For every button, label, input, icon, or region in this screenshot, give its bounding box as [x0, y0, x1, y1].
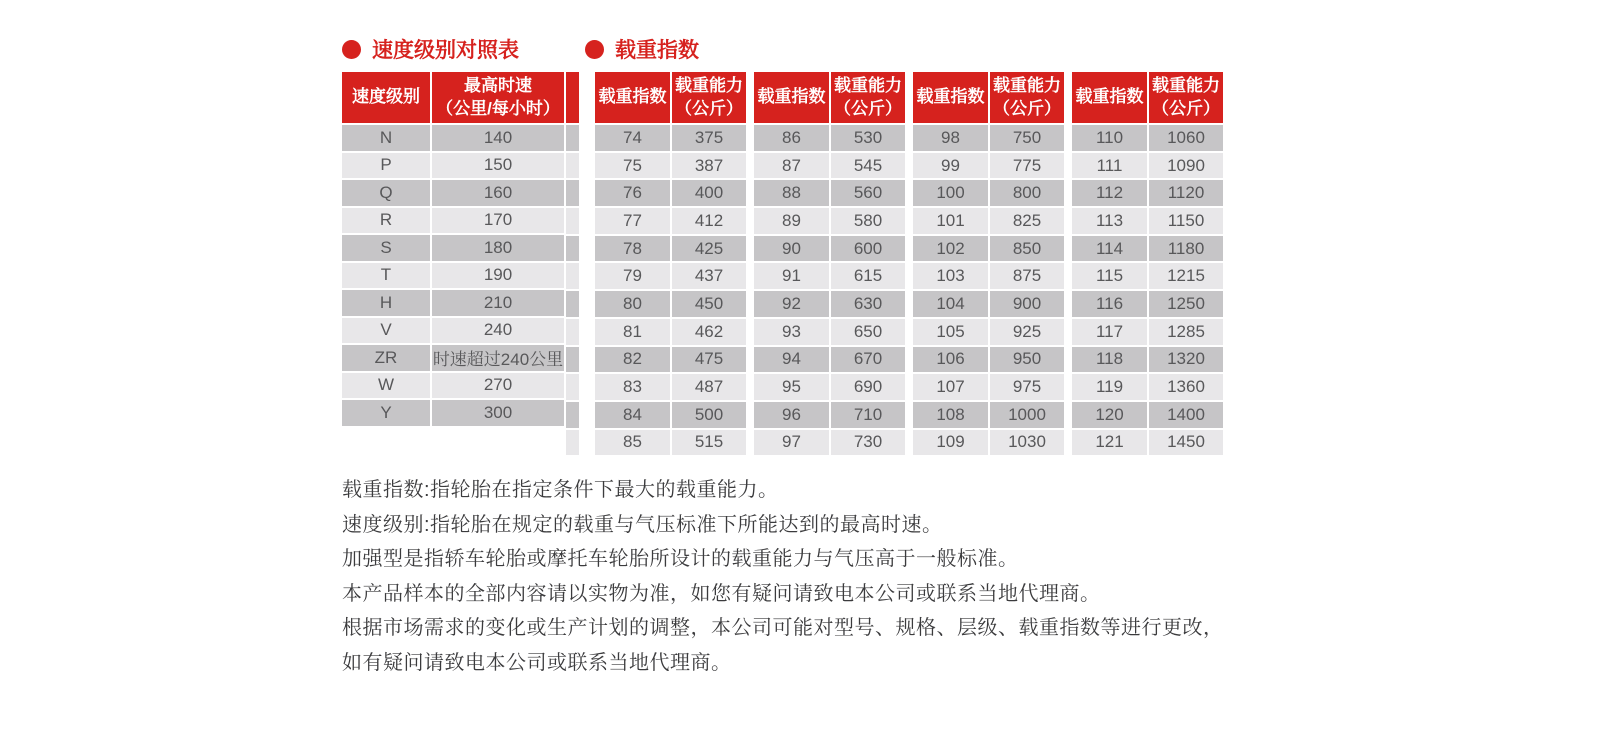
speed-rating-cell: R	[342, 208, 430, 234]
load-index-cell: 98	[913, 125, 988, 151]
load-index-cell: 101	[913, 208, 988, 234]
load-index-section	[566, 38, 1223, 455]
speed-table-title-text: 速度级别对照表	[372, 39, 519, 62]
load-index-cell: 105	[913, 319, 988, 345]
load-index-group	[754, 72, 905, 455]
load-capacity-cell: 487	[672, 374, 746, 400]
speed-rating-section	[342, 38, 566, 426]
strip-row-cell	[566, 402, 579, 428]
strip-row-cell	[566, 180, 579, 206]
load-capacity-cell: 825	[990, 208, 1064, 234]
load-capacity-cell: 650	[831, 319, 905, 345]
load-index-cell: 107	[913, 374, 988, 400]
load-index-cell: 77	[595, 208, 670, 234]
load-capacity-header	[831, 72, 905, 123]
load-index-cell: 96	[754, 402, 829, 428]
speed-rating-header: 速度级别	[342, 72, 430, 123]
load-capacity-cell: 400	[672, 180, 746, 206]
load-index-cell: 92	[754, 291, 829, 317]
load-index-cell: 87	[754, 153, 829, 179]
load-capacity-cell: 690	[831, 374, 905, 400]
load-capacity-cell: 560	[831, 180, 905, 206]
load-index-cell: 91	[754, 263, 829, 289]
load-index-cell: 120	[1072, 402, 1147, 428]
max-speed-cell: 140	[432, 125, 564, 151]
red-bullet-icon	[342, 40, 361, 59]
load-index-group	[595, 72, 746, 455]
load-index-cell: 116	[1072, 291, 1147, 317]
speed-rating-cell: N	[342, 125, 430, 151]
load-capacity-cell: 1320	[1149, 347, 1223, 373]
load-capacity-cell: 1090	[1149, 153, 1223, 179]
load-capacity-cell: 1360	[1149, 374, 1223, 400]
load-index-header: 载重指数	[913, 72, 988, 123]
load-table-title	[566, 38, 1223, 60]
load-index-cell: 75	[595, 153, 670, 179]
load-capacity-cell: 1150	[1149, 208, 1223, 234]
load-index-header: 载重指数	[754, 72, 829, 123]
load-index-cell: 108	[913, 402, 988, 428]
load-capacity-cell: 475	[672, 347, 746, 373]
load-capacity-cell: 450	[672, 291, 746, 317]
load-index-cell: 102	[913, 236, 988, 262]
load-index-header: 载重指数	[595, 72, 670, 123]
load-capacity-cell: 900	[990, 291, 1064, 317]
footnote-line: 加强型是指轿车轮胎或摩托车轮胎所设计的载重能力与气压高于一般标准。	[342, 548, 1019, 570]
load-capacity-cell: 1180	[1149, 236, 1223, 262]
max-speed-cell: 240	[432, 318, 564, 344]
strip-row-cell	[566, 263, 579, 289]
load-capacity-cell: 1120	[1149, 180, 1223, 206]
load-capacity-cell: 800	[990, 180, 1064, 206]
load-index-cell: 74	[595, 125, 670, 151]
load-capacity-header-line2: （公斤）	[993, 98, 1061, 118]
load-capacity-cell: 1215	[1149, 263, 1223, 289]
speed-rating-cell: V	[342, 318, 430, 344]
load-index-cell: 90	[754, 236, 829, 262]
load-capacity-cell: 925	[990, 319, 1064, 345]
load-index-cell: 86	[754, 125, 829, 151]
load-index-cell: 82	[595, 347, 670, 373]
strip-row-cell	[566, 208, 579, 234]
strip-row-cell	[566, 319, 579, 345]
load-index-cell: 94	[754, 347, 829, 373]
load-index-cell: 79	[595, 263, 670, 289]
load-capacity-header	[672, 72, 746, 123]
speed-rating-cell: P	[342, 153, 430, 179]
load-capacity-header-line2: （公斤）	[675, 98, 743, 118]
speed-table-title	[342, 38, 566, 60]
max-speed-cell: 270	[432, 373, 564, 399]
load-capacity-cell: 1060	[1149, 125, 1223, 151]
load-index-cell: 100	[913, 180, 988, 206]
max-speed-cell: 160	[432, 180, 564, 206]
footnote-line: 如有疑问请致电本公司或联系当地代理商。	[342, 651, 732, 674]
load-index-cell: 111	[1072, 153, 1147, 179]
load-index-cell: 118	[1072, 347, 1147, 373]
red-bullet-icon	[585, 40, 604, 59]
strip-row-cell	[566, 291, 579, 317]
load-index-group	[1072, 72, 1223, 455]
strip-row-cell	[566, 430, 579, 456]
load-index-table	[566, 72, 1223, 455]
load-index-cell: 85	[595, 430, 670, 456]
max-speed-cell: 210	[432, 290, 564, 316]
load-capacity-cell: 850	[990, 236, 1064, 262]
load-index-cell: 106	[913, 347, 988, 373]
load-capacity-header-line1: 载重能力	[834, 76, 902, 96]
speed-rating-cell: W	[342, 373, 430, 399]
load-capacity-cell: 530	[831, 125, 905, 151]
load-capacity-cell: 412	[672, 208, 746, 234]
load-index-cell: 88	[754, 180, 829, 206]
load-capacity-header-line1: 载重能力	[675, 76, 743, 96]
load-capacity-cell: 1400	[1149, 402, 1223, 428]
load-index-cell: 115	[1072, 263, 1147, 289]
load-index-header: 载重指数	[1072, 72, 1147, 123]
load-index-cell: 113	[1072, 208, 1147, 234]
max-speed-cell: 180	[432, 235, 564, 261]
footnote-line: 载重指数:指轮胎在指定条件下最大的载重能力。	[342, 479, 779, 501]
strip-row-cell	[566, 125, 579, 151]
load-capacity-cell: 710	[831, 402, 905, 428]
footnote-line: 根据市场需求的变化或生产计划的调整，本公司可能对型号、规格、层级、载重指数等进行更改，	[342, 617, 1224, 639]
load-capacity-cell: 600	[831, 236, 905, 262]
load-capacity-cell: 1285	[1149, 319, 1223, 345]
load-capacity-cell: 462	[672, 319, 746, 345]
load-capacity-cell: 387	[672, 153, 746, 179]
load-capacity-cell: 425	[672, 236, 746, 262]
load-index-cell: 110	[1072, 125, 1147, 151]
load-capacity-header-line1: 载重能力	[1152, 76, 1220, 96]
load-capacity-header-line2: （公斤）	[834, 98, 902, 118]
load-capacity-cell: 1450	[1149, 430, 1223, 456]
load-capacity-cell: 630	[831, 291, 905, 317]
max-speed-cell: 150	[432, 153, 564, 179]
load-capacity-cell: 615	[831, 263, 905, 289]
max-speed-header-line1: 最高时速	[464, 76, 532, 96]
load-capacity-cell: 437	[672, 263, 746, 289]
load-capacity-header	[1149, 72, 1223, 123]
load-index-cell: 83	[595, 374, 670, 400]
max-speed-cell: 时速超过240公里	[432, 345, 564, 371]
load-capacity-cell: 750	[990, 125, 1064, 151]
load-table-left-strip	[566, 72, 579, 455]
load-index-cell: 81	[595, 319, 670, 345]
load-capacity-header	[990, 72, 1064, 123]
load-index-cell: 84	[595, 402, 670, 428]
load-index-cell: 80	[595, 291, 670, 317]
load-table-title-text: 载重指数	[615, 39, 699, 62]
load-capacity-cell: 1000	[990, 402, 1064, 428]
load-capacity-cell: 1250	[1149, 291, 1223, 317]
load-capacity-cell: 1030	[990, 430, 1064, 456]
load-index-cell: 103	[913, 263, 988, 289]
load-capacity-cell: 375	[672, 125, 746, 151]
load-index-cell: 112	[1072, 180, 1147, 206]
load-index-cell: 95	[754, 374, 829, 400]
load-capacity-cell: 975	[990, 374, 1064, 400]
load-index-cell: 121	[1072, 430, 1147, 456]
load-index-cell: 93	[754, 319, 829, 345]
load-capacity-cell: 515	[672, 430, 746, 456]
load-index-cell: 99	[913, 153, 988, 179]
load-index-cell: 104	[913, 291, 988, 317]
max-speed-header	[432, 72, 564, 123]
strip-row-cell	[566, 374, 579, 400]
load-index-cell: 76	[595, 180, 670, 206]
strip-row-cell	[566, 236, 579, 262]
speed-rating-cell: H	[342, 290, 430, 316]
speed-rating-cell: T	[342, 263, 430, 289]
load-index-cell: 89	[754, 208, 829, 234]
load-index-cell: 97	[754, 430, 829, 456]
speed-rating-cell: ZR	[342, 345, 430, 371]
load-capacity-cell: 875	[990, 263, 1064, 289]
max-speed-cell: 170	[432, 208, 564, 234]
load-index-cell: 114	[1072, 236, 1147, 262]
load-index-cell: 119	[1072, 374, 1147, 400]
footnote-line: 本产品样本的全部内容请以实物为准，如您有疑问请致电本公司或联系当地代理商。	[342, 582, 1101, 605]
speed-rating-cell: Q	[342, 180, 430, 206]
strip-header-cell	[566, 72, 579, 123]
load-capacity-cell: 670	[831, 347, 905, 373]
load-index-group	[913, 72, 1064, 455]
speed-rating-cell: S	[342, 235, 430, 261]
max-speed-cell: 190	[432, 263, 564, 289]
footnote-line: 速度级别:指轮胎在规定的载重与气压标准下所能达到的最高时速。	[342, 513, 943, 536]
footnotes	[342, 480, 1224, 687]
load-capacity-cell: 580	[831, 208, 905, 234]
load-index-cell: 109	[913, 430, 988, 456]
load-capacity-cell: 950	[990, 347, 1064, 373]
load-capacity-header-line1: 载重能力	[993, 76, 1061, 96]
load-index-cell: 78	[595, 236, 670, 262]
load-capacity-cell: 730	[831, 430, 905, 456]
strip-row-cell	[566, 153, 579, 179]
load-capacity-cell: 500	[672, 402, 746, 428]
load-capacity-cell: 545	[831, 153, 905, 179]
max-speed-cell: 300	[432, 400, 564, 426]
load-capacity-cell: 775	[990, 153, 1064, 179]
max-speed-header-line2: （公里/每小时）	[436, 98, 560, 118]
strip-row-cell	[566, 347, 579, 373]
speed-rating-table	[342, 72, 564, 426]
speed-rating-cell: Y	[342, 400, 430, 426]
load-capacity-header-line2: （公斤）	[1152, 98, 1220, 118]
load-index-cell: 117	[1072, 319, 1147, 345]
